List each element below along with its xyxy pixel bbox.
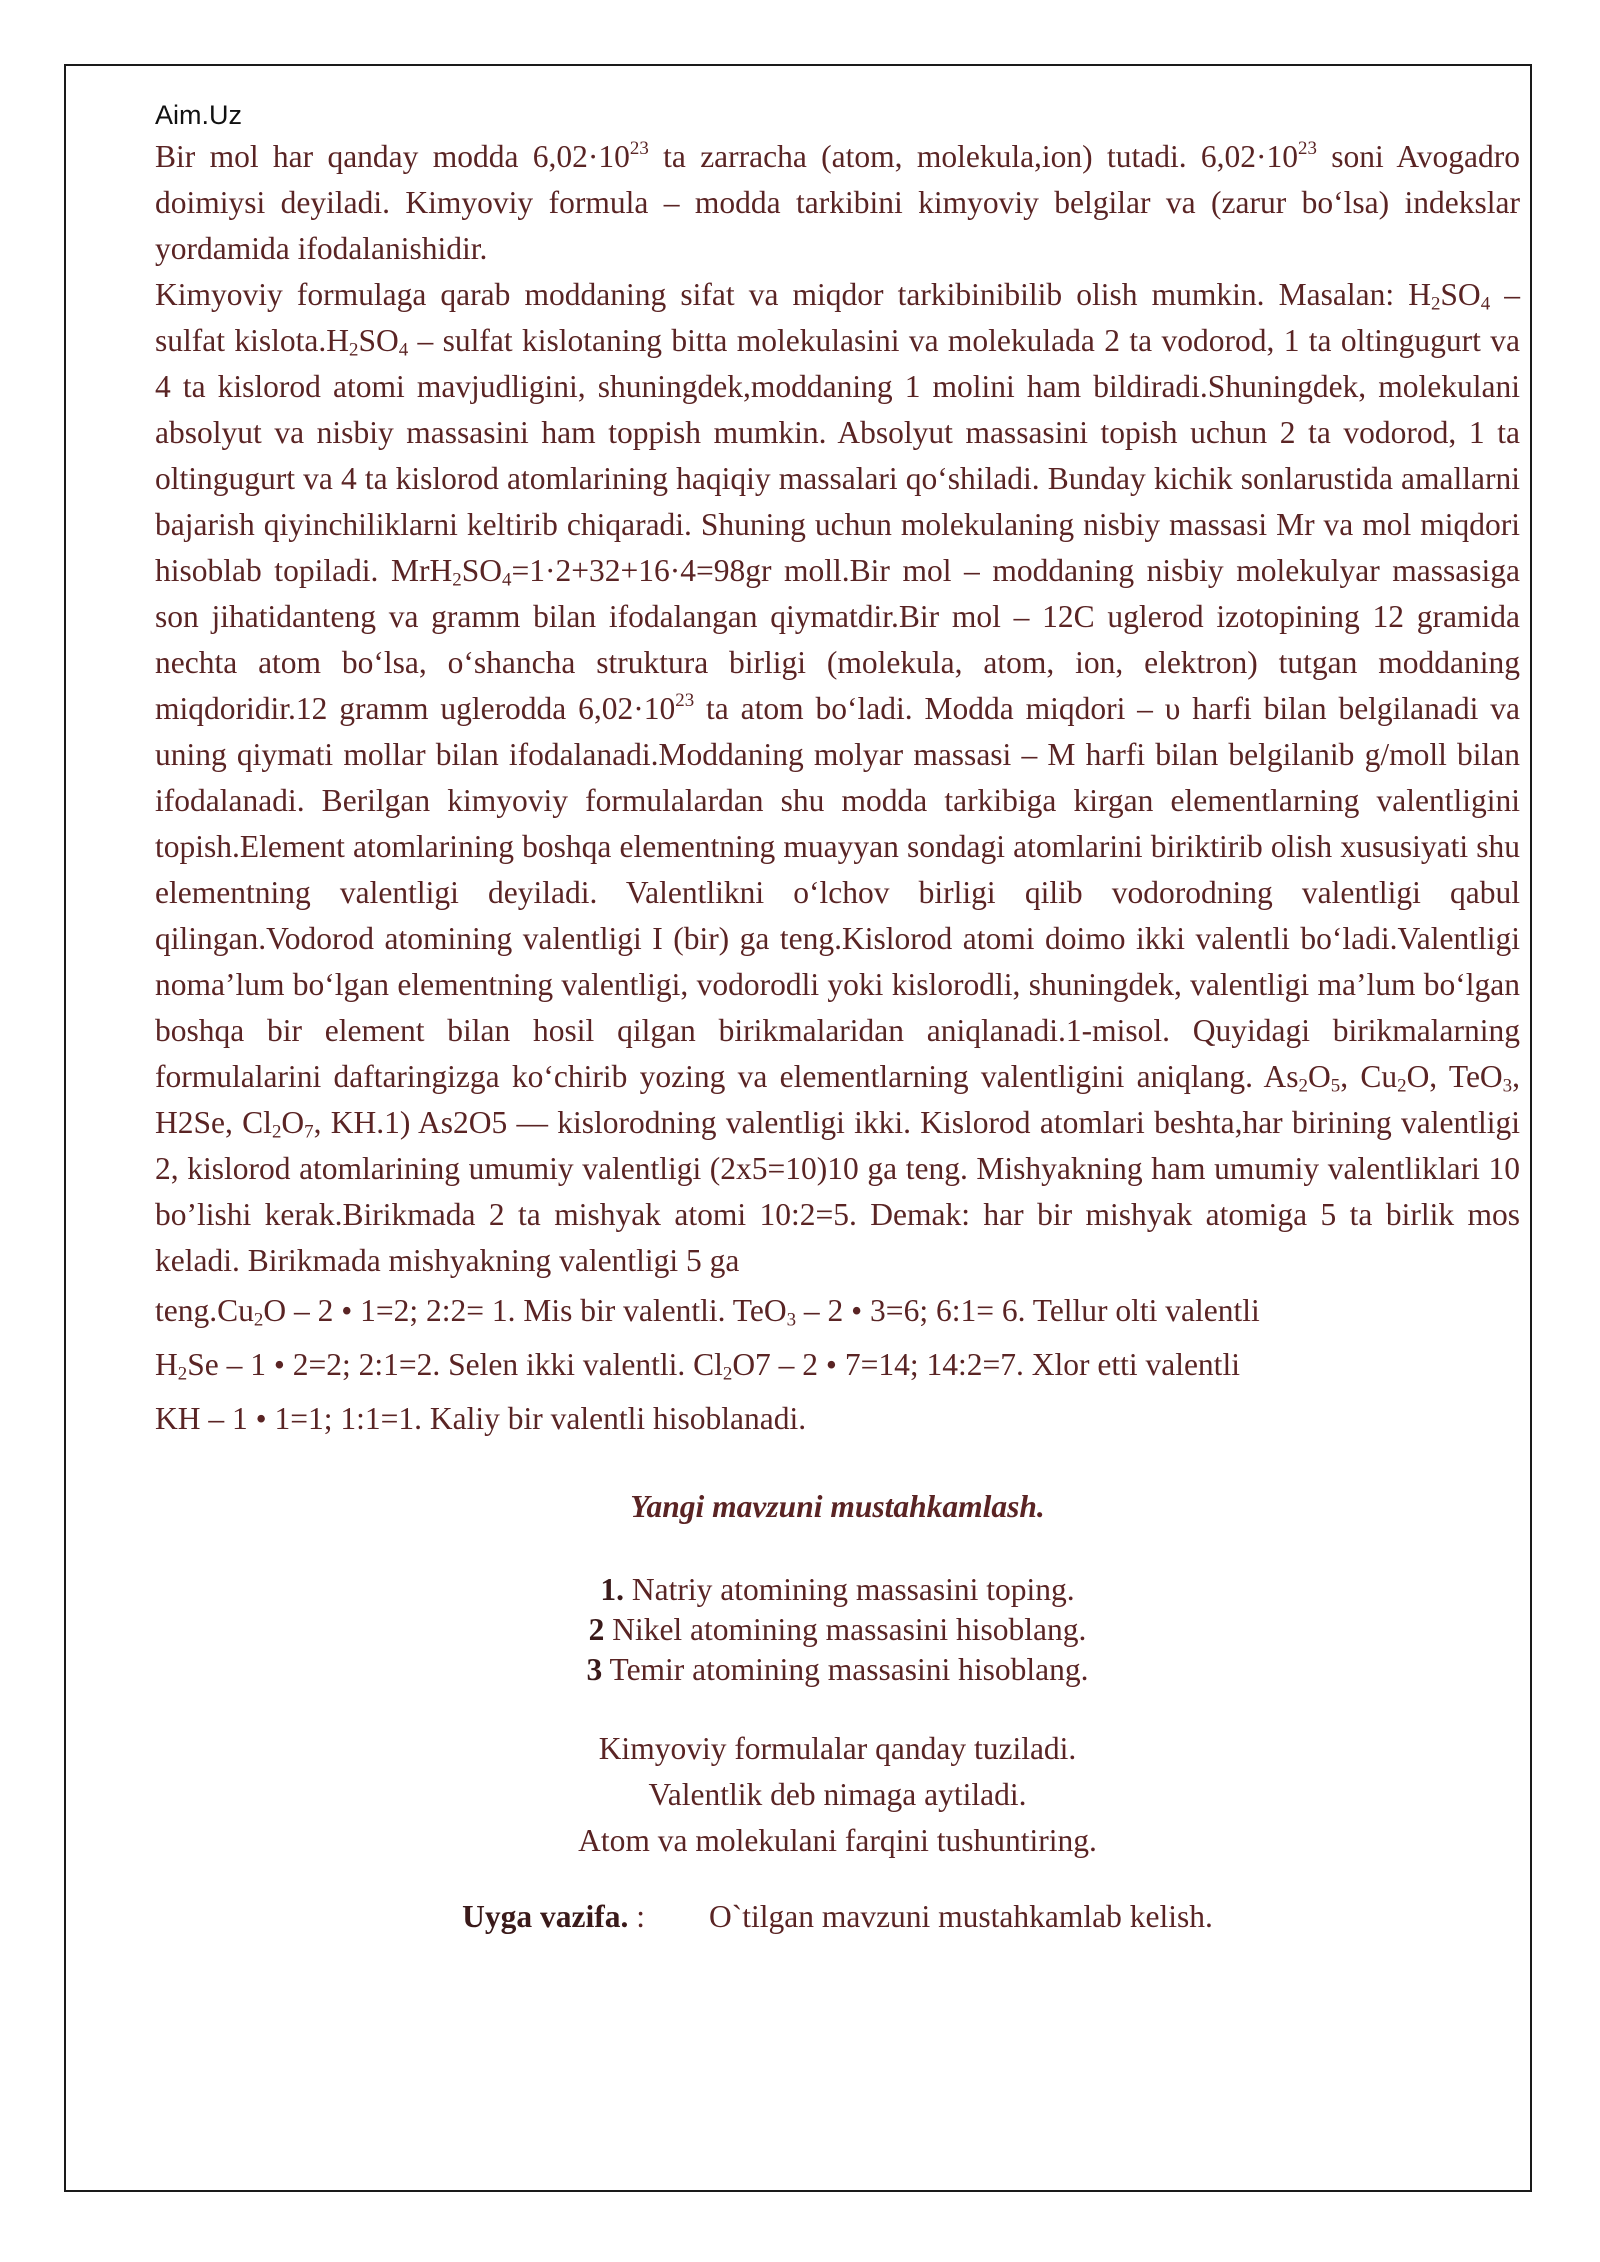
example-line-se-cl: $H_2Se - 1$ • 2=2; 2:1=2. Selen ikki valentli. $Cl_2O7 - 2$ • 7=14; 14:2=7. Xlor etti valentli [155,1347,1240,1385]
main-text [155,134,1520,1284]
task-list [155,1570,1520,1690]
example-line-cu-te: $teng.Cu_2O - 2$ • 1=2; 2:2= 1. Mis bir valentli. TeO$_3$ – 2 • 3=6; 6:1= 6. Tellur olti valentli [155,1293,1260,1331]
homework: Uyga vazifa. : O`tilgan mavzuni mustahkamlab kelish. [155,1894,1520,1940]
section-heading: Yangi mavzuni mustahkamlash. [630,1489,1045,1524]
site-label: Aim.Uz [155,100,242,130]
question-item: Valentlik deb nimaga aytiladi. [648,1777,1027,1812]
question-list [155,1726,1520,1864]
paragraph-avogadro: Bir mol har qanday modda $6,02\cdot 10^{23}$ ta zarracha (atom, molekula,ion) tutadi. $6,02\cdot 10^{23}$ soni Avogadro doimiysi deyiladi. Kimyoviy formula – modda tarkibini kimyoviy belgilar va (zarur bo‘lsa) indekslar yordamida ifodalanishidir. [155,137,1520,266]
task-item: 1. Natriy atomining massasini toping. [600,1572,1075,1607]
question-item: Atom va molekulani farqini tushuntiring. [578,1823,1097,1858]
task-item: 3 Temir atomining massasini hisoblang. [586,1652,1089,1687]
question-item: Kimyoviy formulalar qanday tuziladi. [598,1731,1077,1766]
valence-examples [155,1284,1520,1446]
homework-text: O`tilgan mavzuni mustahkamlab kelish. [708,1899,1213,1934]
document-content [155,96,1520,1940]
paragraph-formula: Kimyoviy formulaga qarab moddaning sifat va miqdor tarkibinibilib olish mumkin. Masalan: $H_2SO_4$ – sulfat $kislota.H_2SO_4$ – sulfat kislotaning bitta molekulasini va molekulada 2 ta vodorod, 1 ta oltingugurt va 4 ta kislorod atomi mavjudligini, shuningdek,moddaning 1 molini ham bildiradi.Shuningdek, molekulani absolyut va nisbiy massasini ham toppish mumkin. Absolyut massasini topish uchun 2 ta vodorod, 1 ta oltingugurt va 4 ta kislorod atomlarining haqiqiy massalari qo‘shiladi. Bunday kichik sonlarustida amallarni bajarish qiyinchiliklarni keltirib chiqaradi. Shuning uchun molekulaning nisbiy massasi Mr va mol miqdori hisoblab topiladi. $MrH_2SO_4=1\cdot 2+32+16\cdot 4=98gr$ moll.Bir mol – moddaning nisbiy molekulyar massasiga son jihatidanteng va gramm bilan ifodalangan qiymatdir.Bir mol – 12C uglerod izotopining 12 gramida nechta atom bo‘lsa, o‘shancha struktura birligi (molekula, atom, ion, elektron) tutgan moddaning miqdoridir.12 gramm uglerodda $6,02\cdot 10^{23}$ ta atom bo‘ladi. Modda miqdori – υ harfi bilan belgilanadi va uning qiymati mollar bilan ifodalanadi.Moddaning molyar massasi – M harfi bilan belgilanib g/moll bilan ifodalanadi. Berilgan kimyoviy formulalardan shu modda tarkibiga kirgan elementlarning valentligini topish.Element atomlarining boshqa elementning muayyan sondagi atomlarini biriktirib olish xususiyati shu elementning valentligi deyiladi. Valentlikni o‘lchov birligi qilib vodorodning valentligi qabul qilingan.Vodorod atomining valentligi I (bir) ga teng.Kislorod atomi doimo ikki valentli bo‘ladi.Valentligi noma’lum bo‘lgan elementning valentligi, vodorodli yoki kislorodli, shuningdek, valentligi ma’lum bo‘lgan boshqa bir element bilan hosil qilgan birikmalaridan aniqlanadi.1-misol. Quyidagi birikmalarning formulalarini daftaringizga ko‘chirib yozing va elementlarning valentligini aniqlang. $As_2O_5$, $Cu_2O$, TeO$_3$, H2Se, $Cl_2O_7$, KH.1) As2O5 — kislorodning valentligi ikki. Kislorod atomlari beshta,har birining valentligi 2, kislorod atomlarining umumiy valentligi (2x5=10)10 ga teng. Mishyakning ham umumiy valentliklari 10 bo’lishi kerak.Birikmada 2 ta mishyak atomi 10:2=5. Demak: har bir mishyak atomiga 5 ta birlik mos keladi. Birikmada mishyakning valentligi 5 ga [155,277,1521,1278]
homework-label: Uyga vazifa. [462,1899,629,1934]
task-item: 2 Nikel atomining massasini hisoblang. [588,1612,1087,1647]
example-line-kh: KH – 1 • 1=1; 1:1=1. Kaliy bir valentli hisoblanadi. [155,1401,807,1436]
